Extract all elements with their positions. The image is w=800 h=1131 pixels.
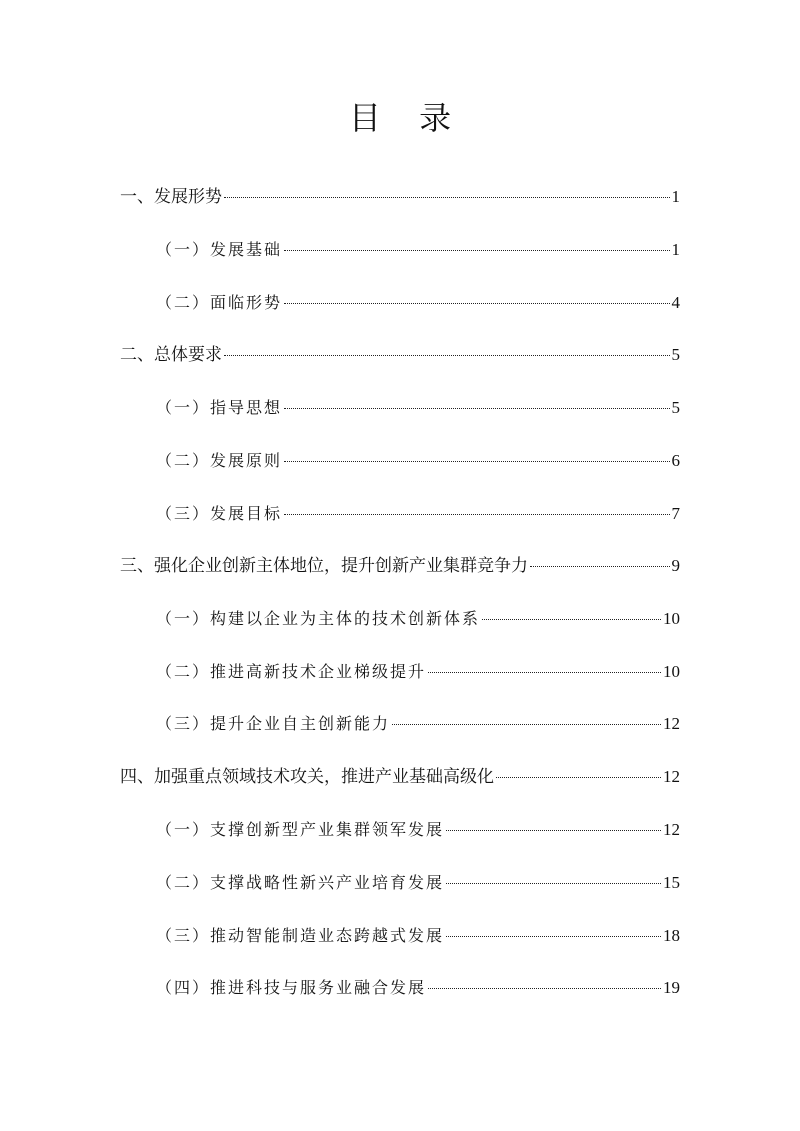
toc-leader-dots [284, 249, 669, 251]
toc-entry-page: 18 [663, 926, 680, 945]
toc-entry-page: 7 [671, 504, 680, 523]
toc-entry-text: 二、总体要求 [120, 345, 222, 365]
toc-leader-dots [392, 723, 661, 725]
toc-entry[interactable] [156, 291, 680, 315]
toc-entry-text: （二）发展原则 [156, 451, 283, 470]
toc-entry-page: 1 [671, 187, 680, 206]
toc-entry-page: 6 [671, 451, 680, 470]
toc-entry-text: （二）推进高新技术企业梯级提升 [156, 662, 427, 681]
toc-entry[interactable] [156, 238, 680, 262]
toc-entry-text: 一、发展形势 [120, 187, 222, 207]
toc-entry[interactable] [120, 554, 680, 578]
toc-leader-dots [284, 460, 669, 462]
toc-entry-page: 10 [663, 662, 680, 681]
toc-entry-page: 12 [663, 714, 680, 733]
toc-leader-dots [446, 829, 661, 831]
toc-entry[interactable] [120, 185, 680, 209]
toc-entry-page: 10 [663, 609, 680, 628]
toc-entry[interactable] [120, 343, 680, 367]
toc-leader-dots [224, 354, 670, 356]
toc-entry[interactable] [156, 712, 680, 736]
toc-entry[interactable] [156, 449, 680, 473]
toc-entry-page: 12 [663, 767, 680, 786]
toc-entry[interactable] [156, 976, 680, 1000]
toc-leader-dots [496, 776, 661, 778]
toc-entry-text: （三）推动智能制造业态跨越式发展 [156, 926, 445, 945]
toc-entry[interactable] [156, 871, 680, 895]
toc-entry-text: （一）构建以企业为主体的技术创新体系 [156, 609, 481, 628]
toc-entry[interactable] [156, 502, 680, 526]
toc-entry-text: （三）发展目标 [156, 504, 283, 523]
toc-entry[interactable] [156, 607, 680, 631]
toc-entry-page: 9 [671, 556, 680, 575]
toc-entry-page: 19 [663, 978, 680, 997]
toc-entry-page: 15 [663, 873, 680, 892]
toc-entry[interactable] [156, 924, 680, 948]
toc-entry-text: （二）面临形势 [156, 293, 283, 312]
toc-entry-page: 12 [663, 820, 680, 839]
toc-leader-dots [446, 935, 661, 937]
toc-entry-text: （一）支撑创新型产业集群领军发展 [156, 820, 445, 839]
page-title: 目 录 [348, 99, 466, 137]
toc-entry[interactable] [156, 396, 680, 420]
toc-leader-dots [530, 565, 670, 567]
toc-entry-text: （二）支撑战略性新兴产业培育发展 [156, 873, 445, 892]
toc-leader-dots [284, 302, 669, 304]
toc-entry[interactable] [156, 660, 680, 684]
toc-leader-dots [284, 513, 669, 515]
toc-entry-text: （一）发展基础 [156, 240, 283, 259]
toc-entry-text: （四）推进科技与服务业融合发展 [156, 978, 427, 997]
toc-leader-dots [428, 987, 661, 989]
toc-leader-dots [224, 196, 670, 198]
toc-leader-dots [428, 671, 661, 673]
toc-leader-dots [284, 407, 669, 409]
toc-entry-page: 5 [671, 345, 680, 364]
toc-entry-text: 三、强化企业创新主体地位，提升创新产业集群竞争力 [120, 556, 528, 576]
toc-entry-page: 4 [671, 293, 680, 312]
toc-entry-text: 四、加强重点领域技术攻关，推进产业基础高级化 [120, 767, 494, 787]
toc-entry-page: 1 [671, 240, 680, 259]
toc-entry-text: （三）提升企业自主创新能力 [156, 714, 391, 733]
toc-entry-page: 5 [671, 398, 680, 417]
toc-entry[interactable] [156, 818, 680, 842]
toc-leader-dots [482, 618, 661, 620]
toc-entry[interactable] [120, 765, 680, 789]
toc-leader-dots [446, 882, 661, 884]
toc-entry-text: （一）指导思想 [156, 398, 283, 417]
